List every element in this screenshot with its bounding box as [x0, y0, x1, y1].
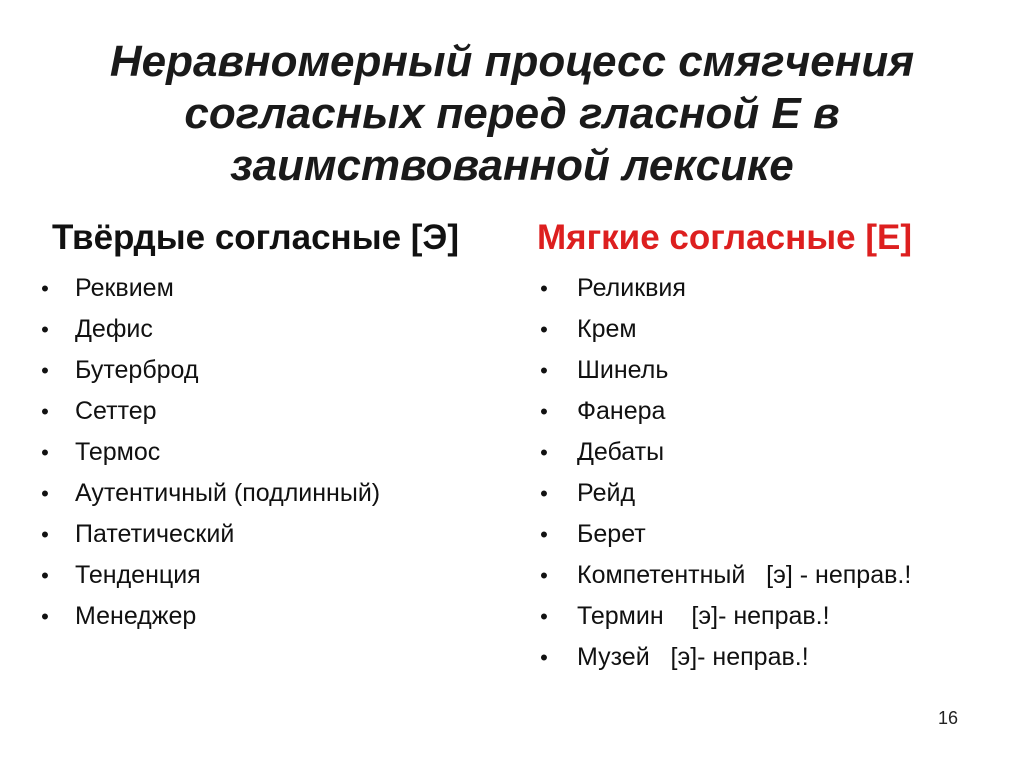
title-line: заимствованной лексике — [230, 141, 794, 190]
bullet-icon: • — [41, 604, 49, 629]
word-text: Крем — [577, 315, 637, 343]
list-item — [41, 268, 522, 309]
word-text: Фанера — [577, 397, 666, 425]
title-line: согласных перед гласной Е в — [184, 89, 840, 138]
page-number: 16 — [938, 708, 959, 728]
list-item — [41, 514, 522, 555]
list-item — [41, 432, 522, 473]
title-line: Неравномерный процесс смягчения — [109, 37, 915, 86]
list-item — [537, 309, 1007, 350]
list-item — [537, 637, 1007, 678]
hard-consonants-heading: Твёрдые согласные [Э] — [52, 218, 459, 257]
word-text: Аутентичный (подлинный) — [75, 479, 381, 507]
bullet-icon: • — [540, 645, 548, 670]
list-item — [41, 596, 522, 637]
list-item — [537, 391, 1007, 432]
word-text: Берет — [577, 520, 646, 548]
bullet-icon: • — [540, 481, 548, 506]
list-item — [537, 596, 1007, 637]
word-text: Компетентный [э] - неправ.! — [577, 561, 912, 589]
list-item — [41, 391, 522, 432]
soft-consonants-column — [537, 214, 1007, 678]
bullet-icon: • — [41, 563, 49, 588]
bullet-icon: • — [41, 276, 49, 301]
list-item — [537, 555, 1007, 596]
list-item — [41, 473, 522, 514]
list-item — [41, 555, 522, 596]
list-item — [41, 350, 522, 391]
bullet-icon: • — [41, 317, 49, 342]
slide-title — [0, 36, 1024, 192]
bullet-icon: • — [41, 440, 49, 465]
word-text: Дефис — [75, 315, 153, 343]
word-text: Музей [э]- неправ.! — [577, 643, 809, 671]
bullet-icon: • — [540, 563, 548, 588]
word-text: Сеттер — [75, 397, 157, 425]
bullet-icon: • — [540, 276, 548, 301]
list-item — [537, 432, 1007, 473]
hard-consonants-list — [41, 268, 522, 637]
word-text: Термин [э]- неправ.! — [577, 602, 830, 630]
list-item — [537, 350, 1007, 391]
word-text: Шинель — [577, 356, 669, 384]
word-text: Рейд — [577, 479, 636, 507]
soft-consonants-heading: Мягкие согласные [Е] — [537, 218, 912, 257]
bullet-icon: • — [41, 358, 49, 383]
word-text: Тенденция — [75, 561, 201, 589]
list-item — [537, 473, 1007, 514]
word-text: Реквием — [75, 274, 174, 302]
bullet-icon: • — [540, 440, 548, 465]
bullet-icon: • — [540, 399, 548, 424]
word-text: Термос — [75, 438, 161, 466]
list-item — [41, 309, 522, 350]
list-item — [537, 268, 1007, 309]
word-text: Патетический — [75, 520, 235, 548]
hard-consonants-column — [41, 214, 522, 637]
word-text: Реликвия — [577, 274, 686, 302]
bullet-icon: • — [41, 399, 49, 424]
word-text: Дебаты — [577, 438, 665, 466]
word-text: Менеджер — [75, 602, 197, 630]
soft-consonants-list — [537, 268, 1007, 678]
bullet-icon: • — [540, 358, 548, 383]
word-text: Бутерброд — [75, 356, 199, 384]
bullet-icon: • — [540, 317, 548, 342]
bullet-icon: • — [41, 522, 49, 547]
bullet-icon: • — [540, 604, 548, 629]
bullet-icon: • — [540, 522, 548, 547]
list-item — [537, 514, 1007, 555]
bullet-icon: • — [41, 481, 49, 506]
